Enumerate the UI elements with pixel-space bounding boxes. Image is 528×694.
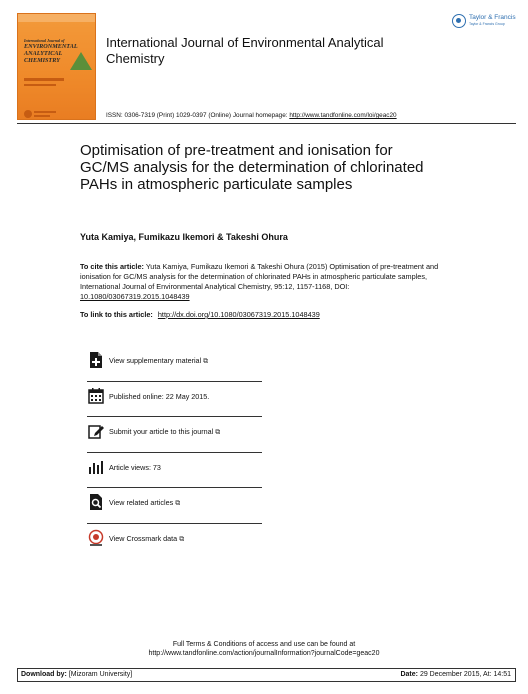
journal-cover-image <box>17 13 96 120</box>
external-link-icon: ⧉ <box>215 429 221 437</box>
cover-publisher-logo <box>24 110 32 118</box>
article-doi-url[interactable]: http://dx.doi.org/10.1080/03067319.2015.1048439 <box>157 310 320 319</box>
action-submit-article[interactable] <box>87 417 262 453</box>
edit-icon <box>87 422 105 440</box>
bar-chart-icon <box>87 458 105 476</box>
citation-block <box>80 262 460 302</box>
article-actions-list <box>87 346 262 560</box>
citation-label: To cite this article: <box>80 262 144 271</box>
citation-text: Yuta Kamiya, Fumikazu Ikemori & Takeshi Ohura (2015) Optimisation of pre-treatment and ionisation for GC/MS analysis for the determination of chlorinated PAHs in atmospheric particulate samples, International Journal of Environmental Analytical Chemistry, 95:12, 1157-1168, DOI: <box>80 262 439 291</box>
downloaded-by: Download by: [Mizoram University] <box>21 671 133 678</box>
action-view-related[interactable] <box>87 488 262 524</box>
publisher-tagline: Taylor & Francis Group <box>469 22 505 26</box>
terms-line: Full Terms & Conditions of access and use can be found at <box>172 641 356 648</box>
terms-url-link[interactable]: http://www.tandfonline.com/action/journalInformation?journalCode=geac20 <box>148 650 380 657</box>
cover-decor-line <box>24 78 64 81</box>
issn-line <box>106 112 516 120</box>
publisher-name: Taylor & Francis <box>469 14 516 21</box>
publisher-logo[interactable] <box>452 14 518 30</box>
external-link-icon: ⧉ <box>175 500 181 508</box>
article-authors: Yuta Kamiya, Fumikazu Ikemori & Takeshi Ohura <box>80 232 288 242</box>
external-link-icon: ⧉ <box>179 535 185 543</box>
download-info-bar <box>17 668 516 682</box>
article-link-label: To link to this article: <box>80 310 153 319</box>
cover-decor-line <box>34 115 50 117</box>
action-view-supplementary[interactable] <box>87 346 262 382</box>
cover-band <box>18 14 95 22</box>
journal-title[interactable]: International Journal of Environmental Analytical Chemistry <box>106 35 384 66</box>
action-label: View supplementary material <box>109 356 202 365</box>
search-document-icon <box>87 493 105 511</box>
action-article-views <box>87 453 262 489</box>
action-label: Article views: 73 <box>109 462 161 472</box>
cover-mountain-graphic <box>70 52 92 70</box>
download-date: Date: 29 December 2015, At: 14:51 <box>400 671 511 678</box>
crossmark-icon <box>87 529 105 547</box>
header-divider <box>17 123 516 124</box>
calendar-icon <box>87 387 105 405</box>
action-label: Published online: 22 May 2015. <box>109 391 210 401</box>
external-link-icon: ⧉ <box>203 358 209 365</box>
terms-notice <box>0 640 528 658</box>
plus-document-icon <box>87 351 105 369</box>
article-link-line <box>80 310 320 319</box>
cover-decor-line <box>34 111 56 113</box>
action-label: View Crossmark data <box>109 533 178 543</box>
publisher-logo-icon <box>452 14 466 28</box>
issn-text: ISSN: 0306-7319 (Print) 1029-0397 (Online) Journal homepage: <box>106 112 288 119</box>
cover-title: International Journal of ENVIRONMENTAL ANALYTICAL CHEMISTRY <box>24 38 78 64</box>
cover-decor-line <box>24 84 56 86</box>
action-label: Submit your article to this journal <box>109 427 214 437</box>
citation-doi-link[interactable]: 10.1080/03067319.2015.1048439 <box>80 292 190 301</box>
action-published-online <box>87 382 262 418</box>
article-title: Optimisation of pre-treatment and ionisation for GC/MS analysis for the determination of chlorinated PAHs in atmospheric particulate samples <box>80 142 424 193</box>
journal-homepage-link[interactable]: http://www.tandfonline.com/loi/geac20 <box>289 112 397 119</box>
action-view-crossmark[interactable] <box>87 524 262 560</box>
action-label: View related articles <box>109 498 174 508</box>
